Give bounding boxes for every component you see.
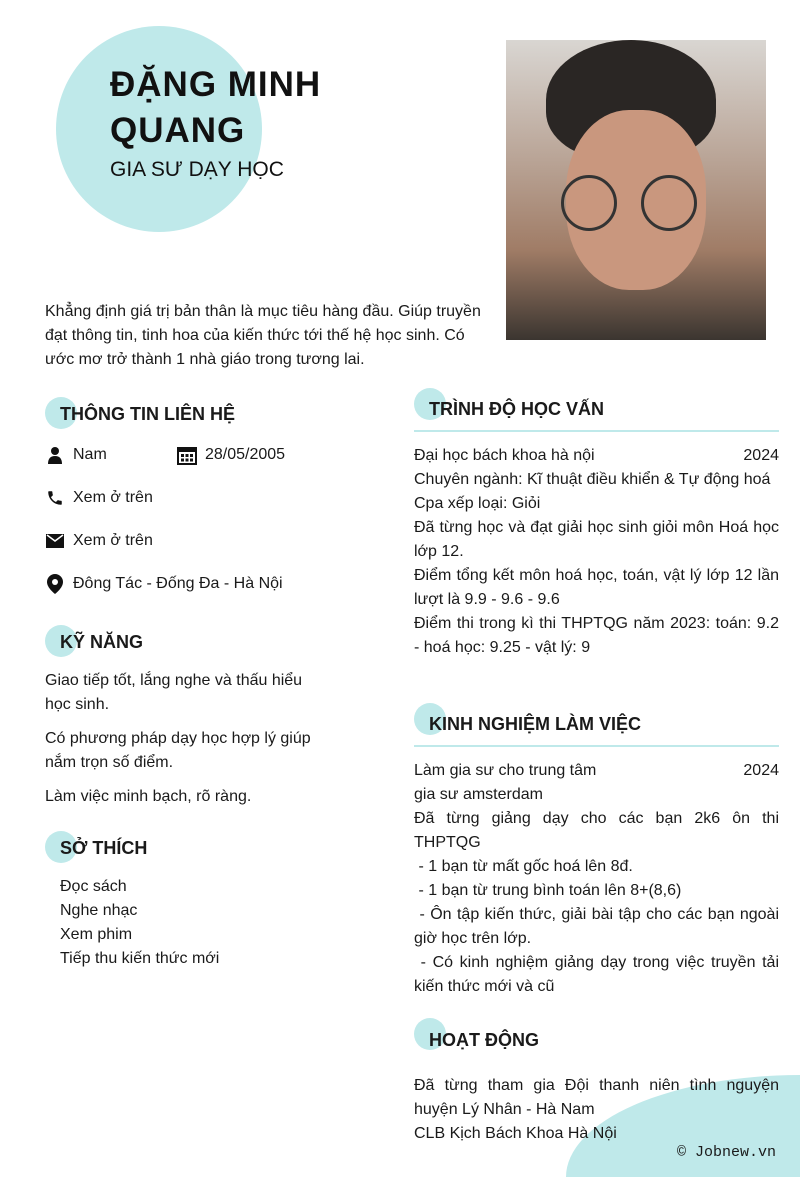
- skills-section: [45, 625, 345, 819]
- skill-item: Giao tiếp tốt, lắng nghe và thấu hiểu học sinh.: [45, 672, 303, 713]
- section-heading: THÔNG TIN LIÊN HỆ: [60, 403, 235, 424]
- experience-line: Đã từng giảng dạy cho các bạn 2k6 ôn thi THPTQG: [414, 810, 779, 851]
- profile-photo: [506, 40, 766, 340]
- skills-list: [45, 669, 330, 809]
- copyright: © Jobnew.vn: [676, 1144, 776, 1161]
- experience-section: [414, 703, 784, 999]
- experience-entry-header: [414, 759, 779, 783]
- section-heading: SỞ THÍCH: [60, 837, 148, 858]
- experience-line: - 1 bạn từ mất gốc hoá lên 8đ.: [414, 858, 633, 875]
- activity-line: Đã từng tham gia Đội thanh niên tình nguyện huyện Lý Nhân - Hà Nam: [414, 1077, 779, 1118]
- contact-row: [45, 519, 345, 562]
- email-icon: [45, 531, 65, 551]
- activities-section: [414, 1018, 779, 1146]
- education-line: Điểm thi trong kì thi THPTQG năm 2023: toán: 9.2 - hoá học: 9.25 - vật lý: 9: [414, 615, 779, 656]
- section-header: [414, 1018, 779, 1062]
- person-icon: [45, 445, 65, 465]
- name-line-2: QUANG: [110, 111, 246, 150]
- section-heading: KỸ NĂNG: [60, 631, 144, 652]
- year: 2024: [743, 762, 779, 779]
- phone-icon: [45, 488, 65, 508]
- section-heading: HOẠT ĐỘNG: [429, 1030, 539, 1050]
- photo-glasses-right: [641, 175, 697, 231]
- education-line: Điểm tổng kết môn hoá học, toán, vật lý lớp 12 lần lượt là 9.9 - 9.6 - 9.6: [414, 567, 779, 608]
- contact-row: [45, 433, 345, 476]
- experience-line: - Có kinh nghiệm giảng dạy trong việc truyền tải kiến thức mới và cũ: [414, 954, 784, 995]
- summary: Khẳng định giá trị bản thân là mục tiêu hàng đầu. Giúp truyền đạt thông tin, tinh hoa của kiến thức tới thế hệ học sinh. Có ước mơ trở thành 1 nhà giáo trong tương lai.: [45, 303, 481, 368]
- skill-item: Có phương pháp dạy học hợp lý giúp nắm trọn số điểm.: [45, 730, 311, 771]
- phone: Xem ở trên: [73, 488, 153, 506]
- gender: Nam: [73, 445, 107, 463]
- experience-line: - 1 bạn từ trung bình toán lên 8+(8,6): [414, 882, 682, 899]
- job-title: GIA SƯ DẠY HỌC: [110, 158, 284, 181]
- photo-glasses-left: [561, 175, 617, 231]
- section-header: [45, 625, 345, 659]
- school: Đại học bách khoa hà nội: [414, 447, 595, 464]
- education-line: Chuyên ngành: Kĩ thuật điều khiển & Tự động hoá: [414, 471, 771, 488]
- location-icon: [45, 574, 65, 594]
- hobbies-list: [60, 875, 345, 971]
- hobby-item: Đọc sách: [60, 878, 127, 895]
- hobby-item: Tiếp thu kiến thức mới: [60, 950, 220, 967]
- birthday: 28/05/2005: [205, 445, 286, 463]
- section-heading: KINH NGHIỆM LÀM VIỆC: [429, 714, 642, 734]
- section-heading: TRÌNH ĐỘ HỌC VẤN: [429, 399, 604, 419]
- section-header: [414, 388, 779, 432]
- contact-row: [45, 562, 345, 605]
- experience-line: gia sư amsterdam: [414, 786, 543, 803]
- experience-line: - Ôn tập kiến thức, giải bài tập cho các bạn ngoài giờ học trên lớp.: [414, 906, 784, 947]
- calendar-icon: [177, 445, 197, 465]
- address: Đông Tác - Đống Đa - Hà Nội: [73, 574, 283, 592]
- contact-section: [45, 397, 345, 605]
- role: Làm gia sư cho trung tâm: [414, 762, 597, 779]
- section-header: [45, 397, 345, 431]
- contact-row: [45, 476, 345, 519]
- section-header: [45, 831, 345, 865]
- education-line: Cpa xếp loại: Giỏi: [414, 495, 541, 512]
- section-header: [414, 703, 779, 747]
- education-entry-header: [414, 444, 779, 468]
- hobbies-section: [45, 831, 345, 971]
- year: 2024: [743, 447, 779, 464]
- education-section: [414, 388, 779, 660]
- name-line-1: ĐẶNG MINH: [110, 65, 322, 104]
- candidate-name: [110, 62, 321, 154]
- hobby-item: Xem phim: [60, 926, 133, 943]
- skill-item: Làm việc minh bạch, rõ ràng.: [45, 788, 252, 805]
- activity-line: CLB Kịch Bách Khoa Hà Nội: [414, 1125, 617, 1142]
- email: Xem ở trên: [73, 531, 153, 549]
- hobby-item: Nghe nhạc: [60, 902, 138, 919]
- education-line: Đã từng học và đạt giải học sinh giỏi môn Hoá học lớp 12.: [414, 519, 779, 560]
